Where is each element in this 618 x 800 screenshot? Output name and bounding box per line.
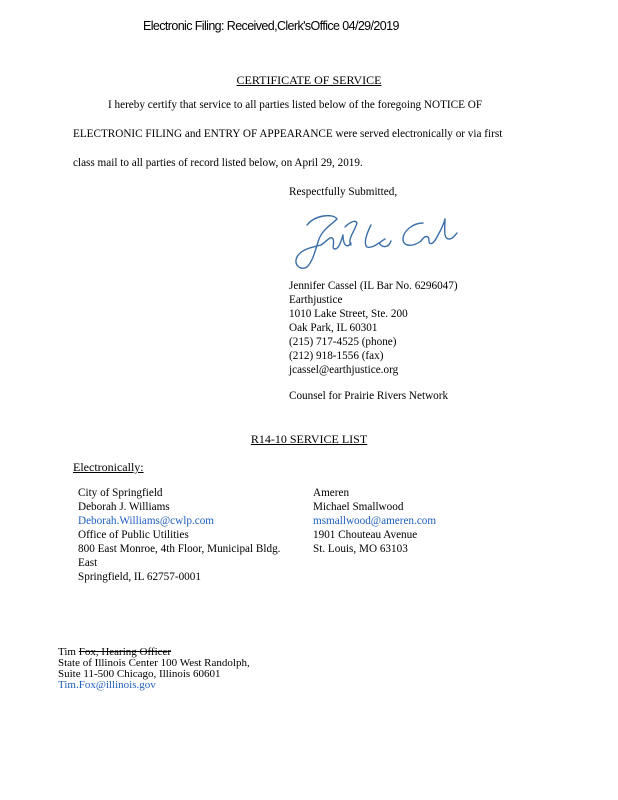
party-street-1: 800 East Monroe, 4th Floor, Municipal Bldg.	[78, 543, 281, 555]
signature-block	[289, 279, 458, 377]
handwritten-signature	[285, 205, 465, 275]
party-office: Office of Public Utilities	[78, 529, 189, 541]
certificate-line-3: class mail to all parties of record listed below, on April 29, 2019.	[73, 157, 363, 169]
attorney-fax: (212) 918-1556 (fax)	[289, 350, 384, 362]
party-name: Michael Smallwood	[313, 501, 404, 513]
attorney-org: Earthjustice	[289, 294, 343, 306]
service-party-left	[78, 486, 280, 584]
party-city: St. Louis, MO 63103	[313, 543, 408, 555]
party-street-2: East	[78, 557, 98, 569]
counsel-for: Counsel for Prairie Rivers Network	[289, 390, 449, 402]
party-org: Ameren	[313, 487, 350, 499]
service-list-title: R14-10 SERVICE LIST	[250, 432, 368, 446]
hearing-officer-struck-title: Fox, Hearing Officer	[78, 646, 172, 658]
attorney-address-1: 1010 Lake Street, Ste. 200	[289, 308, 408, 320]
certificate-title: CERTIFICATE OF SERVICE	[236, 73, 382, 87]
attorney-email: jcassel@earthjustice.org	[289, 364, 399, 376]
attorney-phone: (215) 717-4525 (phone)	[289, 336, 397, 348]
hearing-officer-address-2: Suite 11-500 Chicago, Illinois 60601	[58, 668, 221, 680]
party-street: 1901 Chouteau Avenue	[313, 529, 418, 541]
hearing-officer-block	[58, 647, 250, 691]
hearing-officer-name: Tim	[58, 646, 76, 658]
party-city: Springfield, IL 62757-0001	[78, 571, 201, 583]
service-party-right	[313, 486, 436, 556]
attorney-address-2: Oak Park, IL 60301	[289, 322, 378, 334]
closing: Respectfully Submitted,	[289, 186, 398, 198]
party-email-link[interactable]: msmallwood@ameren.com	[313, 515, 437, 527]
certificate-line-1: I hereby certify that service to all parties listed below of the foregoing NOTICE OF	[108, 99, 483, 111]
filing-stamp: Electronic Filing: Received,Clerk'sOffice 04/29/2019	[143, 19, 399, 33]
party-org: City of Springfield	[78, 487, 163, 499]
service-method: Electronically:	[73, 460, 144, 474]
hearing-officer-email-link[interactable]: Tim.Fox@illinois.gov	[58, 679, 156, 691]
party-email-link[interactable]: Deborah.Williams@cwlp.com	[78, 515, 214, 527]
certificate-line-2: ELECTRONIC FILING and ENTRY OF APPEARANCE were served electronically or via first	[73, 128, 503, 140]
party-name: Deborah J. Williams	[78, 501, 170, 513]
hearing-officer-address-1: State of Illinois Center 100 West Randolph,	[58, 657, 250, 669]
attorney-name-bar: Jennifer Cassel (IL Bar No. 6296047)	[289, 280, 458, 292]
